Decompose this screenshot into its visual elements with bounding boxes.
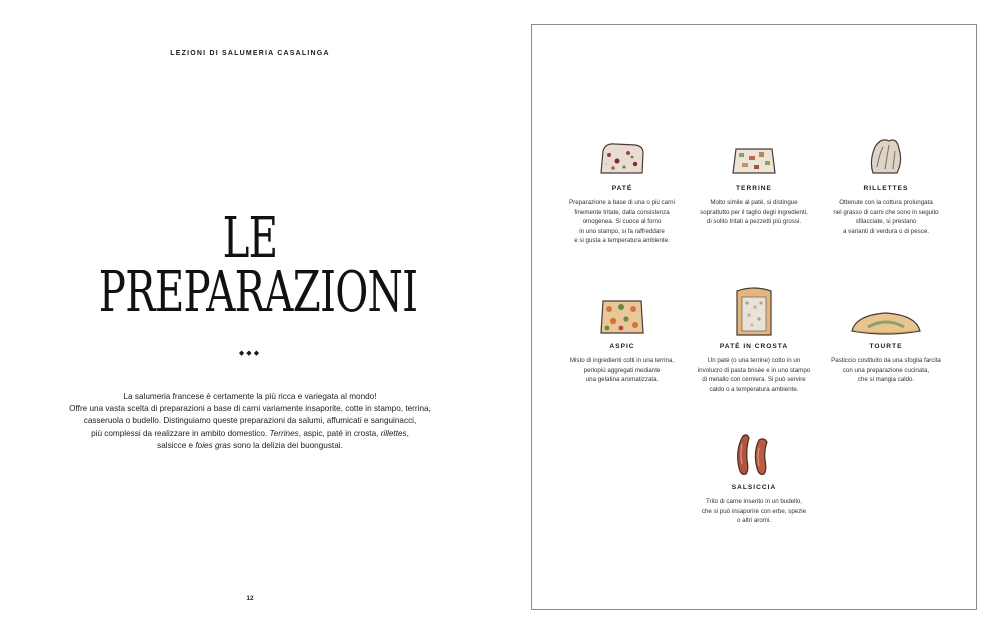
item-aspic bbox=[562, 295, 682, 385]
item-description: Molto simile al paté, si distingue soprattutto per il taglio degli ingredienti, di solito tritati a pezzetti più grossi. bbox=[700, 199, 808, 226]
intro-line: Offre una vasta scelta di preparazioni a base di carni variamente insaporite, cotte in stampo, terrina, bbox=[69, 404, 431, 414]
page-number: 12 bbox=[246, 595, 254, 602]
item-name: PATÉ IN CROSTA bbox=[719, 343, 789, 350]
item-name: TERRINE bbox=[736, 185, 772, 192]
terrine-icon bbox=[727, 137, 781, 181]
item-description: Trito di carne inserito in un budello, che si può insaporire con erbe, spezie o altri aromi. bbox=[701, 498, 807, 525]
intro-line: più complessi da realizzare in ambito domestico. Terrines, aspic, paté in crosta, rillettes, bbox=[91, 428, 409, 438]
intro-line: salsicce e foies gras sono la delizia dei buongustai. bbox=[157, 440, 343, 450]
item-pate bbox=[562, 137, 682, 246]
right-page-panel bbox=[531, 24, 977, 610]
page-title-line-2: PREPARAZIONI bbox=[98, 260, 418, 325]
aspic-icon bbox=[595, 295, 649, 339]
item-name: SALSICCIA bbox=[731, 484, 777, 491]
intro-paragraph bbox=[60, 391, 440, 452]
item-tourte bbox=[826, 305, 946, 385]
salsiccia-icon bbox=[727, 430, 781, 480]
item-name: ASPIC bbox=[609, 343, 635, 350]
item-description: Pasticcio costituito da una sfoglia farcita con una preparazione cucinata, che si mangia caldo. bbox=[831, 357, 941, 384]
intro-line: La salumeria francese è certamente la più ricca e variegata al mondo! bbox=[123, 392, 377, 401]
item-description: Un paté (o una terrine) cotto in un involucro di pasta brisée e in uno stampo di metallo con cerniera. Si può servire caldo o a temperatura ambiente. bbox=[697, 357, 811, 393]
running-head: LEZIONI DI SALUMERIA CASALINGA bbox=[170, 50, 330, 57]
item-description: Misto di ingredienti cotti in una terrina, perlopiù aggregati mediante una gelatina aromatizzata. bbox=[569, 357, 675, 384]
item-name: TOURTE bbox=[869, 343, 903, 350]
item-description: Preparazione a base di una o più carni finemente tritate, dalla consistenza omogenea. Si cuoce al forno in uno stampo, si fa raffreddare e si gusta a temperatura ambiente. bbox=[569, 199, 675, 245]
tourte-icon bbox=[846, 305, 926, 339]
rillettes-icon bbox=[859, 131, 913, 181]
ornament-divider: ◆◆◆ bbox=[238, 350, 262, 357]
page-title-line-1: LE bbox=[222, 206, 278, 271]
page-title bbox=[40, 206, 460, 325]
item-name: RILLETTES bbox=[863, 185, 909, 192]
item-name: PATÉ bbox=[611, 185, 633, 192]
pate-in-crosta-icon bbox=[727, 285, 781, 339]
item-rillettes bbox=[826, 131, 946, 236]
item-pate-in-crosta bbox=[694, 285, 814, 394]
item-terrine bbox=[694, 137, 814, 227]
item-description: Ottenute con la cottura prolungata nel grasso di carni che sono in seguito sfilacciate, si prestano a varianti di verdura o di pesce. bbox=[833, 199, 939, 235]
pate-icon bbox=[595, 137, 649, 181]
item-salsiccia bbox=[694, 430, 814, 526]
intro-line: casseruola o budello. Distinguiamo queste preparazioni da salumi, affumicati e sanguinacci, bbox=[83, 416, 417, 426]
